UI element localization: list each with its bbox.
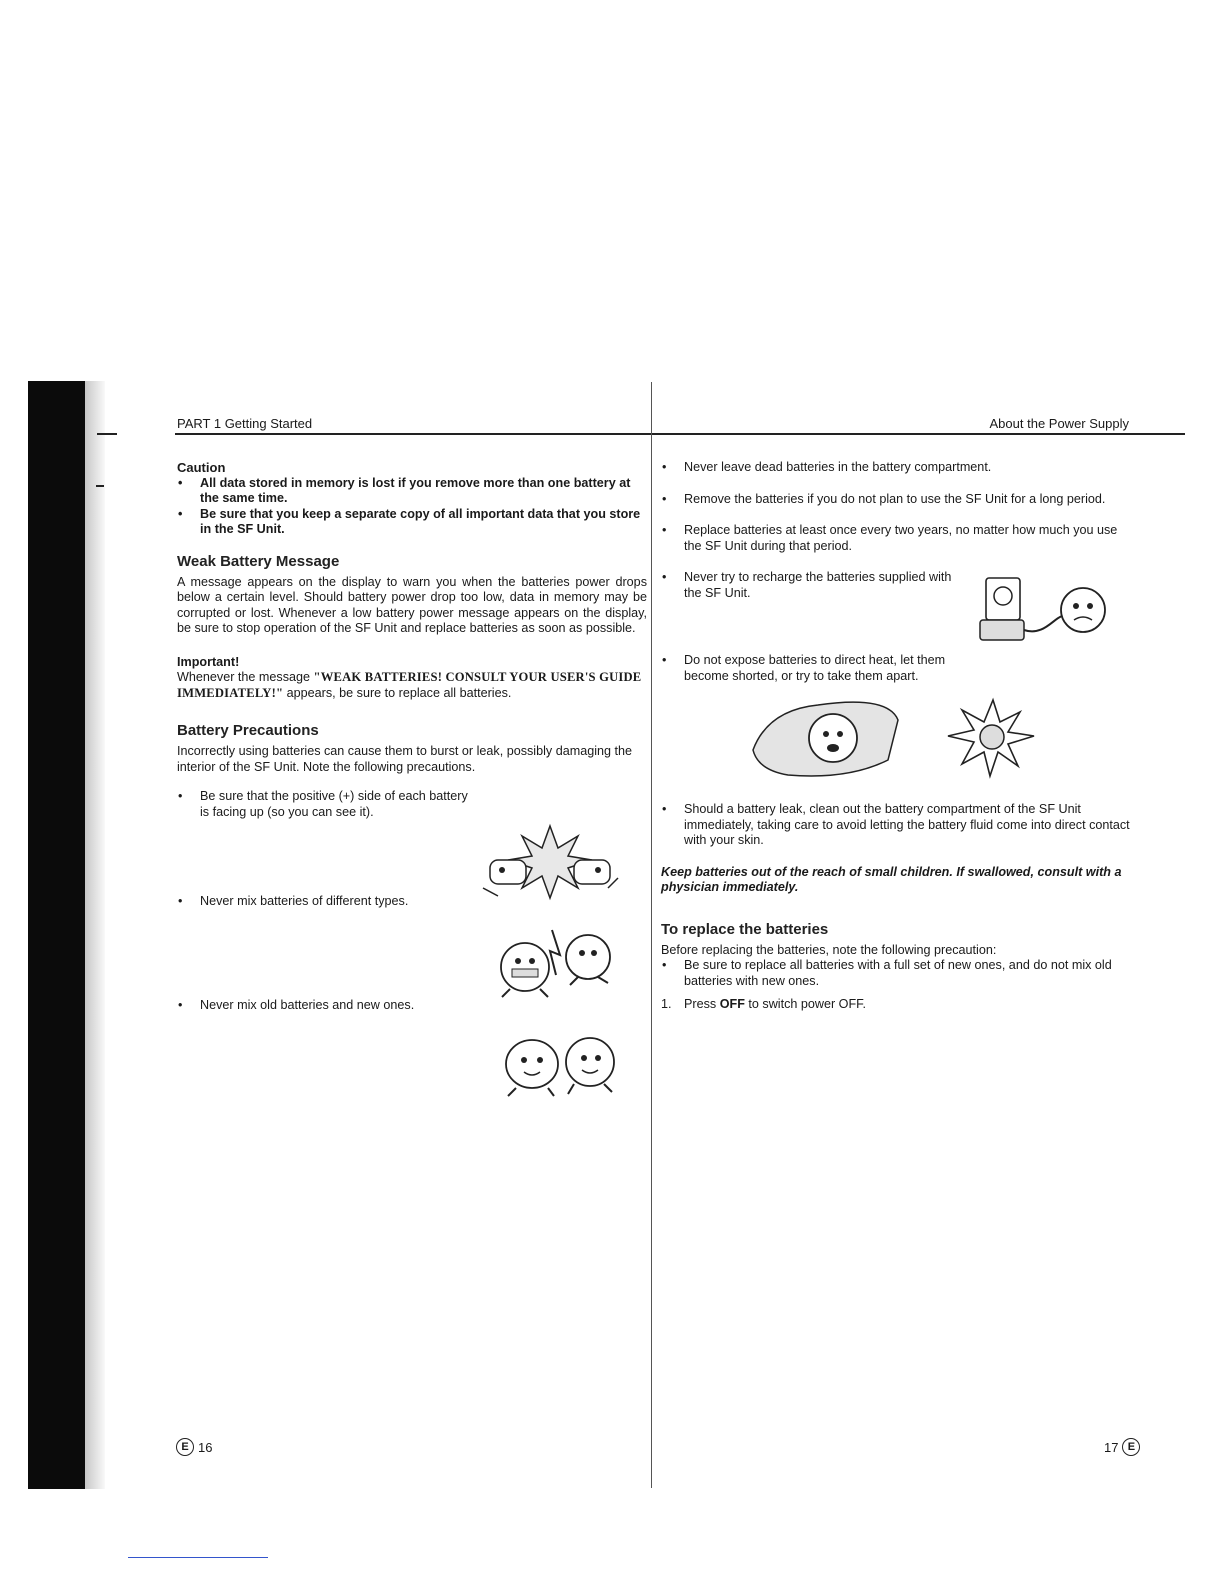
precaution-item: • Remove the batteries if you do not plan to use the SF Unit for a long period. xyxy=(661,492,1131,508)
page-number: 16 xyxy=(198,1439,213,1455)
step-pre: Press xyxy=(684,997,720,1011)
header-left: PART 1 Getting Started xyxy=(177,416,313,431)
page-divider xyxy=(651,382,652,1488)
precaution-item: • Never leave dead batteries in the battery compartment. xyxy=(661,460,1131,476)
precaution-item: • Never mix batteries of different types. xyxy=(177,894,647,910)
precaution-item: • Never mix old batteries and new ones. xyxy=(177,998,647,1014)
page-binding-gradient xyxy=(85,381,105,1489)
off-key: OFF xyxy=(719,997,745,1011)
page-number: 17 xyxy=(1104,1439,1119,1455)
precautions-intro: Incorrectly using batteries can cause them to burst or leak, possibly damaging the interior of the SF Unit. Note the following precautions. xyxy=(177,744,633,774)
leak-item: • Should a battery leak, clean out the battery compartment of the SF Unit immediately, taking care to avoid letting the battery fluid come into direct contact with your skin. xyxy=(661,802,1131,849)
caution-title: Caution xyxy=(177,460,226,475)
heat-shorted-illustration xyxy=(748,690,1048,780)
header-rule xyxy=(175,433,1185,435)
important-title: Important! xyxy=(177,654,240,669)
caution-item: • Be sure that you keep a separate copy of all important data that you store in the SF Unit. xyxy=(177,507,647,538)
caution-item: • All data stored in memory is lost if you remove more than one battery at the same time. xyxy=(177,476,647,507)
replace-intro: Before replacing the batteries, note the following precaution: xyxy=(661,942,997,957)
important-post: appears, be sure to replace all batteries. xyxy=(283,685,512,700)
scan-mark xyxy=(97,433,117,435)
battery-precautions-heading: Battery Precautions xyxy=(177,722,319,739)
recharge-illustration xyxy=(968,568,1118,648)
replace-step xyxy=(661,997,1131,1013)
replace-batteries-heading: To replace the batteries xyxy=(661,920,829,938)
language-badge: E xyxy=(1122,1438,1140,1456)
important-body xyxy=(177,670,647,701)
language-badge: E xyxy=(176,1438,194,1456)
scan-mark xyxy=(96,485,104,487)
weak-battery-heading: Weak Battery Message xyxy=(177,552,340,570)
replace-bullet: • Be sure to replace all batteries with a full set of new ones, and do not mix old batteries with new ones. xyxy=(661,958,1131,989)
important-pre: Whenever the message xyxy=(177,670,314,684)
weak-batteries-message: "WEAK BATTERIES! CONSULT YOUR USER'S GUIDE IMMEDIATELY!" xyxy=(177,670,642,700)
precaution-item: • Never try to recharge the batteries supplied with the SF Unit. xyxy=(661,570,964,601)
right-page-footer xyxy=(1104,1438,1140,1456)
mixed-batteries-illustration xyxy=(490,925,625,1000)
step-post: to switch power OFF. xyxy=(744,997,866,1011)
weak-battery-body: A message appears on the display to warn you when the batteries power drops below a certain level. Should battery power drop too low, data in memory may be corrupted or lost. Whenever a low battery power message appears on the display, be sure to stop operation of the SF Unit and replace batteries as soon as possible. xyxy=(177,574,647,635)
battery-burst-illustration xyxy=(478,818,623,903)
precaution-item: • Be sure that the positive (+) side of each battery is facing up (so you can see it). xyxy=(177,789,470,820)
precaution-item: • Replace batteries at least once every two years, no matter how much you use the SF Unit during that period. xyxy=(661,523,1131,554)
left-page-footer xyxy=(176,1438,212,1456)
step-number: 1. xyxy=(661,997,672,1011)
page-binding-shadow xyxy=(28,381,85,1489)
header-right: About the Power Supply xyxy=(989,416,1129,431)
precaution-item: • Do not expose batteries to direct heat, let them become shorted, or try to take them apart. xyxy=(661,653,974,684)
old-new-batteries-illustration xyxy=(494,1030,624,1102)
children-warning: Keep batteries out of the reach of small children. If swallowed, consult with a physician immediately. xyxy=(661,864,1122,894)
scan-link-underline xyxy=(128,1557,268,1558)
